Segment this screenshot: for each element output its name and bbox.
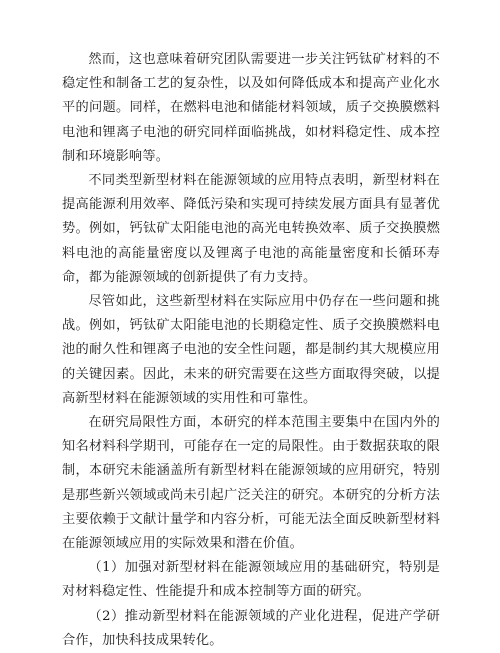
paragraph-suggestion-2: （2）推动新型材料在能源领域的产业化进程，促进产学研合作，加快科技成果转化。 [62,608,440,648]
body-text [62,48,440,653]
paragraph-application-features: 不同类型新型材料在能源领域的应用特点表明，新型材料在提高能源利用效率、降低污染和实现可持续发展方面具有显著优势。例如，钙钛矿太阳能电池的高光电转换效率、质子交换膜燃料电池的高能量密度以及锂离子电池的高能量密度和长循环寿命，都为能源领域的创新提供了有力支持。 [62,173,440,285]
paragraph-limitations: 在研究局限性方面，本研究的样本范围主要集中在国内外的知名材料科学期刊，可能存在一定的局限性。由于数据获取的限制，本研究未能涵盖所有新型材料在能源领域的应用研究，特别是那些新兴领域或尚未引起广泛关注的研究。本研究的分析方法主要依赖于文献计量学和内容分析，可能无法全面反映新型材料在能源领域应用的实际效果和潜在价值。 [62,415,440,552]
paragraph-suggestion-1: （1）加强对新型材料在能源领域应用的基础研究，特别是对材料稳定性、性能提升和成本控制等方面的研究。 [62,560,440,600]
paragraph-problems: 尽管如此，这些新型材料在实际应用中仍存在一些问题和挑战。例如，钙钛矿太阳能电池的长期稳定性、质子交换膜燃料电池的耐久性和锂离子电池的安全性问题，都是制约其大规模应用的关键因素。因此，未来的研究需要在这些方面取得突破，以提高新型材料在能源领域的实用性和可靠性。 [62,294,440,406]
paragraph-perovskite-challenges: 然而，这也意味着研究团队需要进一步关注钙钛矿材料的不稳定性和制备工艺的复杂性，以及如何降低成本和提高产业化水平的问题。同样，在燃料电池和储能材料领域，质子交换膜燃料电池和锂离子电池的研究同样面临挑战，如材料稳定性、成本控制和环境影响等。 [62,52,440,164]
